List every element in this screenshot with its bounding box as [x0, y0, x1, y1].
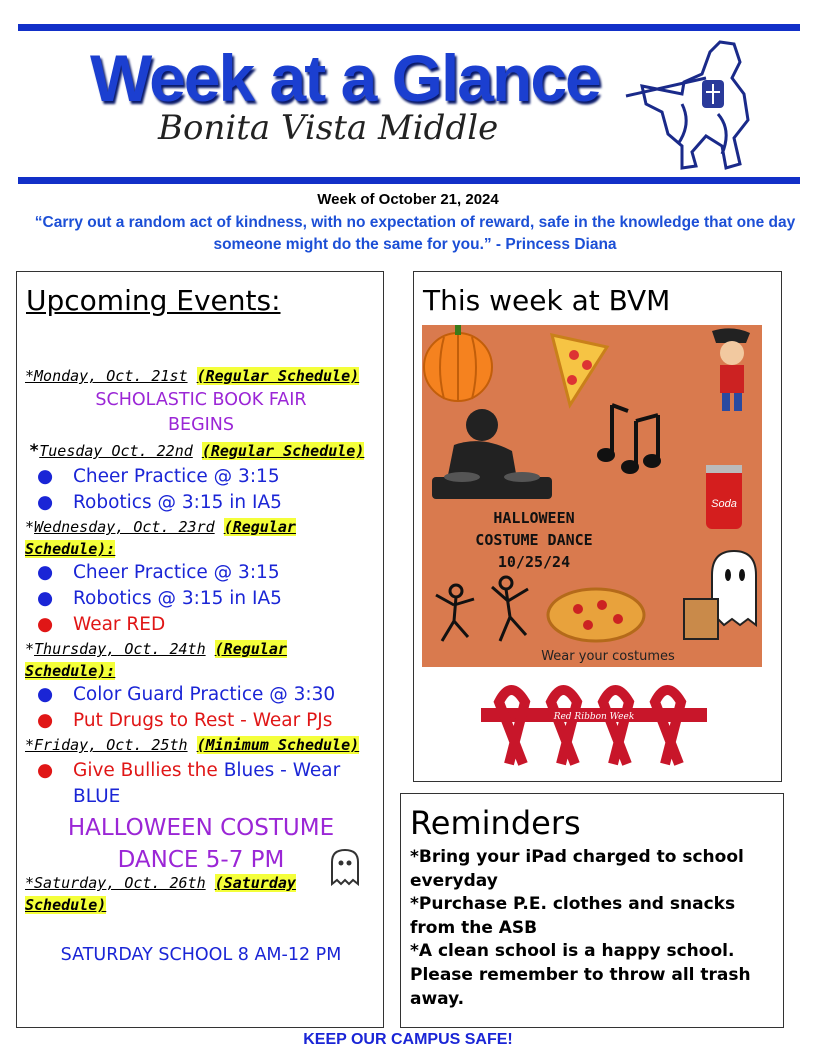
bottom-rule: [18, 177, 800, 184]
list-item: ● Robotics @ 3:15 in IA5: [37, 588, 282, 609]
music-notes-icon: [597, 405, 661, 474]
pirate-icon: [712, 328, 750, 411]
thursday-line: *Thursday, Oct. 24th (Regular Schedule):: [25, 640, 287, 680]
dance-line2: DANCE 5-7 PM: [117, 847, 285, 873]
footer-slogan: KEEP OUR CAMPUS SAFE!: [303, 1031, 513, 1048]
list-item: *A clean school is a happy school. Please remember to throw all trash away.: [410, 941, 751, 1009]
page-title: Week at a Glance: [90, 41, 600, 115]
saturday-line: *Saturday, Oct. 26th (Saturday Schedule): [25, 874, 296, 914]
book-fair-line1: SCHOLASTIC BOOK FAIR: [95, 390, 307, 410]
friday-line: *Friday, Oct. 25th (Minimum Schedule): [25, 736, 360, 754]
saturday-school: SATURDAY SCHOOL 8 AM-12 PM: [60, 945, 342, 965]
dancers-icon: [436, 577, 528, 641]
reminders-heading: Reminders: [410, 804, 581, 842]
book-fair-line2: BEGINS: [168, 415, 234, 435]
list-item: ● Cheer Practice @ 3:15: [37, 562, 280, 583]
list-item-cont: BLUE: [73, 786, 121, 807]
list-item: ● Wear RED: [37, 614, 166, 635]
dance-line1: HALLOWEEN COSTUME: [67, 815, 335, 841]
pizza-icon: [552, 335, 607, 405]
school-name: Bonita Vista Middle: [158, 108, 499, 148]
events-heading: Upcoming Events:: [26, 284, 281, 317]
flyer-date: 10/25/24: [497, 553, 571, 571]
svg-text:Soda: Soda: [711, 498, 737, 510]
wednesday-line: *Wednesday, Oct. 23rd (Regular Schedule):: [25, 518, 296, 558]
ribbon-label: Red Ribbon Week: [553, 712, 635, 722]
quote: “Carry out a random act of kindness, with no expectation of reward, safe in the knowledge that one day someone might do the same for you.” - Princess Diana: [34, 214, 796, 253]
flyer-title-1: HALLOWEEN: [493, 509, 575, 527]
pizza-icon: [548, 589, 644, 641]
ghost-trick-or-treat-icon: [684, 551, 756, 639]
knight-logo-icon: [622, 34, 760, 174]
this-week-box: [413, 271, 782, 782]
list-item: ● Robotics @ 3:15 in IA5: [37, 492, 282, 513]
list-item: ● Put Drugs to Rest - Wear PJs: [37, 710, 333, 731]
list-item: ● Color Guard Practice @ 3:30: [37, 684, 336, 705]
soda-can-icon: [706, 465, 742, 529]
week-of-date: Week of October 21, 2024: [317, 191, 499, 208]
list-item: *Bring your iPad charged to school everyday: [410, 847, 744, 891]
reminders-box: [400, 793, 784, 1028]
dj-icon: [432, 409, 552, 499]
top-rule: [18, 24, 800, 31]
upcoming-events-box: [16, 271, 384, 1028]
flyer-title-2: COSTUME DANCE: [475, 531, 593, 549]
pumpkin-icon: [424, 325, 492, 401]
ghost-icon: [329, 848, 361, 886]
flyer-footer: Wear your costumes: [541, 649, 675, 664]
tuesday-line: *Tuesday Oct. 22nd (Regular Schedule): [29, 441, 365, 461]
bvm-heading: This week at BVM: [423, 284, 671, 317]
list-item: ● Cheer Practice @ 3:15: [37, 466, 280, 487]
monday-line: *Monday, Oct. 21st (Regular Schedule): [25, 367, 360, 385]
halloween-flyer: [422, 325, 762, 667]
list-item: *Purchase P.E. clothes and snacks from the ASB: [410, 894, 736, 938]
list-item: ● Give Bullies the Blues - Wear: [37, 760, 341, 781]
red-ribbon-icon: [479, 672, 709, 772]
